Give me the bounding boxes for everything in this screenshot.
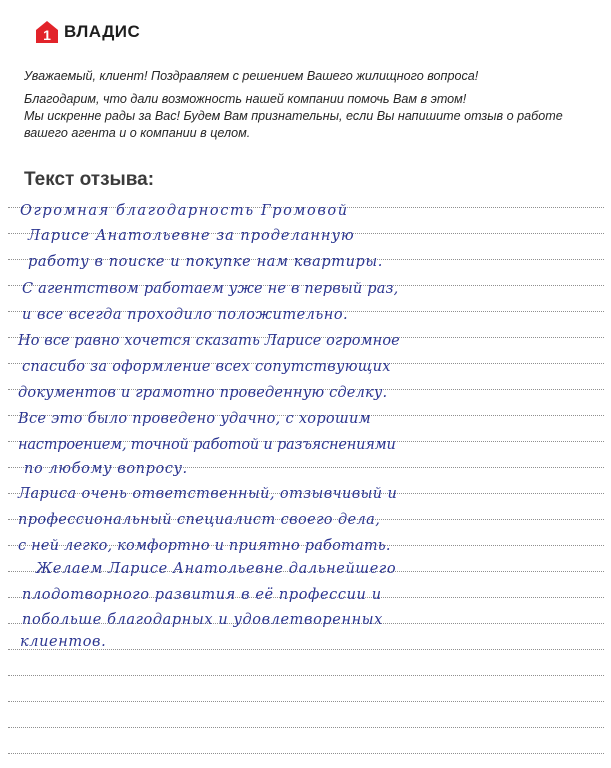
company-name: ВЛАДИС <box>64 22 141 41</box>
review-line: С агентством работаем уже не в первый раз, <box>22 281 399 297</box>
ruled-line <box>8 701 604 702</box>
thanks-line-1: Благодарим, что дали возможность нашей компании помочь Вам в этом! <box>24 92 467 106</box>
review-line: клиентов. <box>20 634 107 650</box>
review-line: Но все равно хочется сказать Ларисе огромное <box>18 333 400 349</box>
review-line: работу в поиске и покупке нам квартиры. <box>28 254 384 270</box>
review-line: и все всегда проходило положительно. <box>22 307 349 323</box>
review-line: Все это было проведено удачно, с хорошим <box>18 411 371 427</box>
review-line: документов и грамотно проведенную сделку. <box>18 385 388 401</box>
thanks-line-3: вашего агента и о компании в целом. <box>24 126 251 140</box>
review-line: побольше благодарных и удовлетворенных <box>22 612 383 628</box>
ruled-line <box>8 753 604 754</box>
review-line: по любому вопросу. <box>24 461 188 477</box>
review-line: с ней легко, комфортно и приятно работать. <box>18 538 391 554</box>
ruled-writing-lines <box>8 0 604 768</box>
review-line: настроением, точной работой и разъяснениями <box>18 437 396 453</box>
review-section-title: Текст отзыва: <box>24 169 155 190</box>
ruled-line <box>8 727 604 728</box>
review-line: профессиональный специалист своего дела, <box>18 512 381 528</box>
svg-text:1: 1 <box>43 27 51 43</box>
review-line: Огромная благодарность Громовой <box>20 203 349 219</box>
review-line: плодотворного развития в её профессии и <box>22 587 382 603</box>
review-line: Лариса очень ответственный, отзывчивый и <box>18 486 398 502</box>
thanks-line-2: Мы искренне рады за Вас! Будем Вам признательны, если Вы напишите отзыв о работе <box>24 109 563 123</box>
review-line: Желаем Ларисе Анатольевне дальнейшего <box>36 561 397 577</box>
review-line: Ларисе Анатольевне за проделанную <box>28 228 355 244</box>
ruled-line <box>8 675 604 676</box>
congratulation-text: Уважаемый, клиент! Поздравляем с решением Вашего жилищного вопроса! <box>24 69 479 83</box>
review-line: спасибо за оформление всех сопутствующих <box>22 359 391 375</box>
